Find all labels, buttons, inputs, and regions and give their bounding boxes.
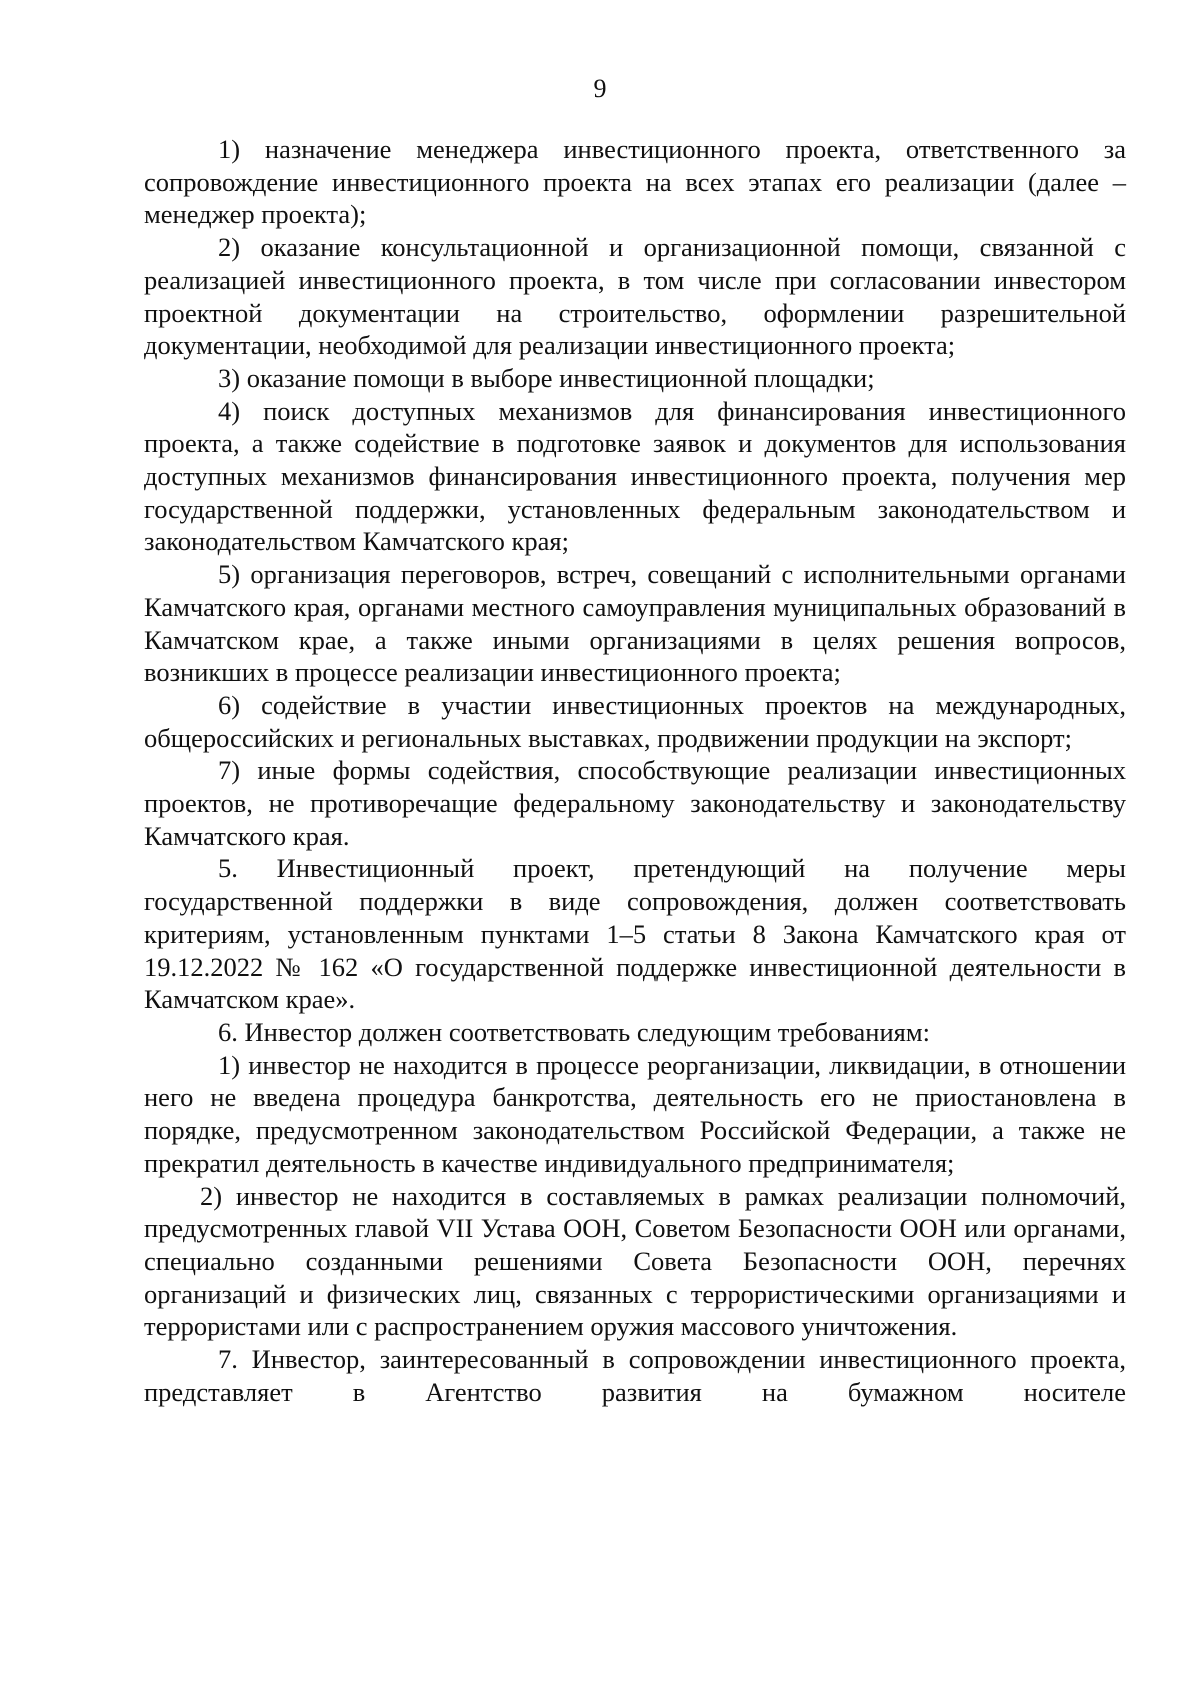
document-body — [144, 133, 1126, 1408]
paragraph-requirement-1: 1) инвестор не находится в процессе реорганизации, ликвидации, в отношении него не введена процедура банкротства, деятельность его не приостановлена в порядке, предусмотренном законодательством Российской Федерации, а также не прекратил деятельность в качестве индивидуального предпринимателя; — [144, 1049, 1126, 1178]
paragraph-item-1: 1) назначение менеджера инвестиционного проекта, ответственного за сопровождение инвестиционного проекта на всех этапах его реализации (далее – менеджер проекта); — [144, 134, 1126, 230]
paragraph-item-6: 6) содействие в участии инвестиционных проектов на международных, общероссийских и региональных выставках, продвижении продукции на экспорт; — [144, 689, 1126, 753]
paragraph-item-2: 2) оказание консультационной и организационной помощи, связанной с реализацией инвестиционного проекта, в том числе при согласовании инвестором проектной документации на строительство, оформлении разрешительной документации, необходимой для реализации инвестиционного проекта; — [144, 232, 1126, 361]
page-number: 9 — [593, 74, 607, 103]
paragraph-section-5: 5. Инвестиционный проект, претендующий на получение меры государственной поддержки в виде сопровождения, должен соответствовать критериям, установленным пунктами 1–5 статьи 8 Закона Камчатского края от 19.12.2022 № 162 «О государственной поддержке инвестиционной деятельности в Камчатском крае». — [144, 853, 1126, 1015]
paragraph-requirement-2: 2) инвестор не находится в составляемых в рамках реализации полномочий, предусмотренных главой VII Устава ООН, Советом Безопасности ООН или органами, специально созданными решениями Совета Безопасности ООН, перечнях организаций и физических лиц, связанных с террористическими организациями и террористами или с распространением оружия массового уничтожения. — [144, 1180, 1126, 1342]
paragraph-item-5: 5) организация переговоров, встреч, совещаний с исполнительными органами Камчатского края, органами местного самоуправления муниципальных образований в Камчатском крае, а также иными организациями в целях решения вопросов, возникших в процессе реализации инвестиционного проекта; — [144, 559, 1126, 688]
paragraph-item-3: 3) оказание помощи в выборе инвестиционной площадки; — [218, 362, 875, 393]
paragraph-item-4: 4) поиск доступных механизмов для финансирования инвестиционного проекта, а также содействие в подготовке заявок и документов для использования доступных механизмов финансирования инвестиционного проекта, получения мер государственной поддержки, установленных федеральным законодательством и законодательством Камчатского края; — [144, 395, 1126, 557]
paragraph-section-7: 7. Инвестор, заинтересованный в сопровождении инвестиционного проекта, представляет в Агентство развития на бумажном носителе — [144, 1344, 1126, 1407]
paragraph-item-7: 7) иные формы содействия, способствующие реализации инвестиционных проектов, не противоречащие федеральному законодательству и законодательству Камчатского края. — [144, 755, 1126, 851]
paragraph-section-6: 6. Инвестор должен соответствовать следующим требованиям: — [218, 1016, 930, 1047]
